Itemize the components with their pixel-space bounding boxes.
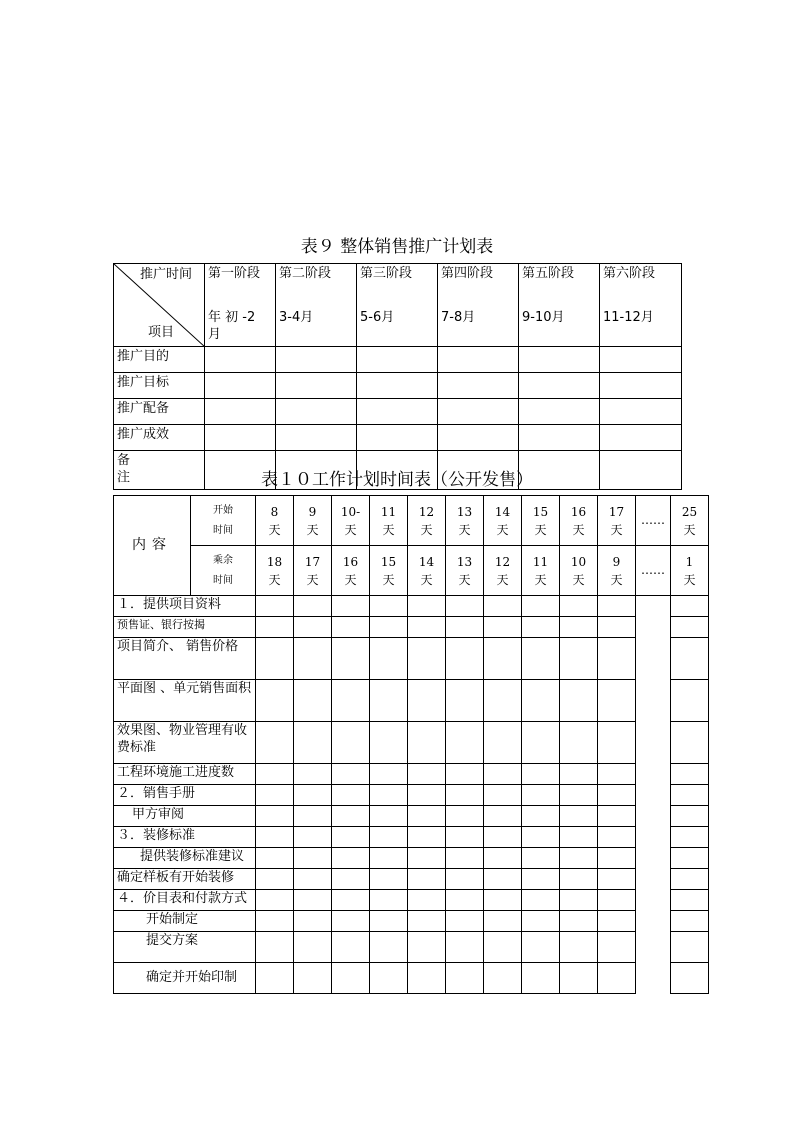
table-row (114, 827, 709, 848)
table-row (114, 911, 709, 932)
day-cell: 15 天 (522, 496, 560, 546)
row-label: 推广目的 (114, 347, 205, 373)
day-cell: 17 天 (598, 496, 636, 546)
start-time-row (114, 496, 709, 546)
day-cell: 13 天 (446, 546, 484, 596)
item-label: ４．价目表和付款方式 (114, 890, 256, 911)
table-row (114, 890, 709, 911)
sales-promotion-plan-table (113, 263, 682, 490)
row-label: 备注 (114, 451, 205, 490)
item-label: 确定样板有开始装修 (114, 869, 256, 890)
day-cell: 17 天 (294, 546, 332, 596)
table-row (114, 596, 709, 617)
stage-header: 第五阶段 9-10月 (519, 264, 600, 347)
item-label: 甲方审阅 (114, 806, 256, 827)
day-cell: 13 天 (446, 496, 484, 546)
table-row (114, 764, 709, 785)
day-cell: 9 天 (598, 546, 636, 596)
day-cell: 14 天 (408, 546, 446, 596)
item-label: 开始制定 (114, 911, 256, 932)
table-row (114, 425, 682, 451)
table-row (114, 347, 682, 373)
day-cell: 16 天 (332, 546, 370, 596)
day-cell: 18 天 (256, 546, 294, 596)
table-row (114, 932, 709, 963)
day-cell: 12 天 (408, 496, 446, 546)
item-label: ２．销售手册 (114, 785, 256, 806)
day-cell: 8 天 (256, 496, 294, 546)
promotion-time-label: 推广时间 (139, 267, 192, 282)
table-row (114, 373, 682, 399)
day-cell: 11 天 (522, 546, 560, 596)
row-label: 推广成效 (114, 425, 205, 451)
day-cell: 15 天 (370, 546, 408, 596)
diagonal-header-cell (114, 264, 205, 347)
row-label: 推广配备 (114, 399, 205, 425)
stage-header: 第三阶段 5-6月 (357, 264, 438, 347)
ellipsis-cell: …… (636, 496, 671, 546)
day-cell: 9 天 (294, 496, 332, 546)
item-label: 效果图、物业管理有收费标准 (114, 722, 256, 764)
item-label: ３．装修标准 (114, 827, 256, 848)
day-cell: 10 天 (560, 546, 598, 596)
day-cell: 12 天 (484, 546, 522, 596)
table-row (114, 785, 709, 806)
day-cell: 25 天 (671, 496, 709, 546)
remaining-time-row (114, 546, 709, 596)
stage-header: 第二阶段 3-4月 (276, 264, 357, 347)
stage-header: 第四阶段 7-8月 (438, 264, 519, 347)
day-cell: 14 天 (484, 496, 522, 546)
item-label: 项目简介、 销售价格 (114, 638, 256, 680)
table9-caption: 表９ 整体销售推广计划表 (300, 237, 494, 257)
table-row (114, 680, 709, 722)
remaining-time-label: 乘余 时间 (191, 546, 256, 596)
item-label: 预售证、银行按揭 (114, 617, 256, 638)
ellipsis-cell: …… (636, 546, 671, 596)
day-cell: 16 天 (560, 496, 598, 546)
item-label: 平面图 、单元销售面积 (114, 680, 256, 722)
table-row (114, 617, 709, 638)
day-cell: 1 天 (671, 546, 709, 596)
table-row (114, 806, 709, 827)
work-schedule-table (113, 495, 709, 994)
item-label: 工程环境施工进度数 (114, 764, 256, 785)
start-time-label: 开始 时间 (191, 496, 256, 546)
day-cell: 11 天 (370, 496, 408, 546)
table-row (114, 638, 709, 680)
item-label: 提交方案 (114, 932, 256, 963)
row-label: 推广目标 (114, 373, 205, 399)
day-cell: 10- 天 (332, 496, 370, 546)
item-label: 确定并开始印制 (114, 963, 256, 994)
table10-caption: 表１０工作计划时间表（公开发售） (261, 470, 533, 490)
table-row (114, 399, 682, 425)
project-label: 项目 (148, 325, 175, 341)
item-label: 提供装修标准建议 (114, 848, 256, 869)
table-row (114, 722, 709, 764)
table-row (114, 848, 709, 869)
table-row (114, 963, 709, 994)
item-label: １．提供项目资料 (114, 596, 256, 617)
content-label: 内容 (114, 496, 191, 596)
stage-header: 第一阶段 年 初 -2 月 (205, 264, 276, 347)
stage-header: 第六阶段 11-12月 (600, 264, 682, 347)
table-row (114, 869, 709, 890)
